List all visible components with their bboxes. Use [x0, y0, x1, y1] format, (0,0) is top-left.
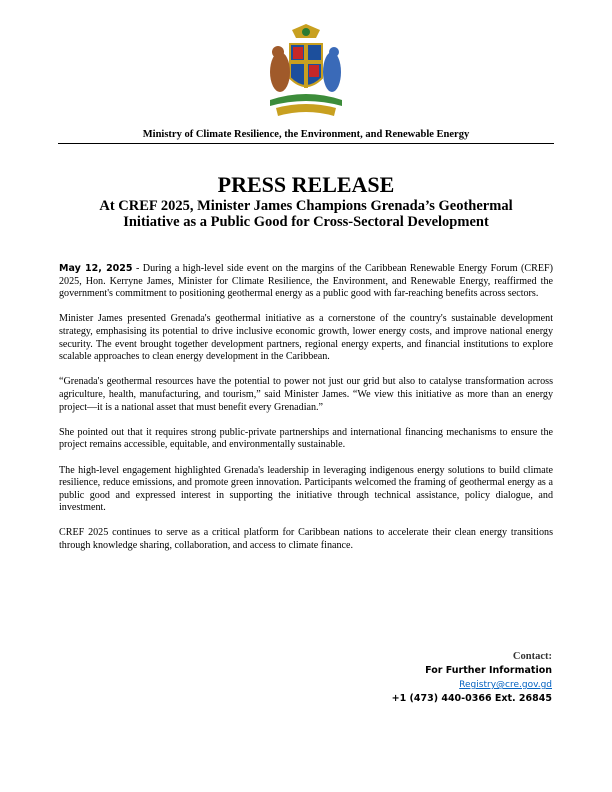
paragraph-1-text: - During a high-level side event on the margins of the Caribbean Renewable Energy Forum (CREF) 2025, Hon. Kerryne James, Minister for Climate Resilience, the Environment, and Renewable Energy, reaffirmed the government's commitment to positioning geothermal energy as a public good with far-reaching benefits across sectors.: [59, 263, 553, 300]
contact-block: [392, 650, 552, 706]
paragraph-4: She pointed out that it requires strong public-private partnerships and international financing mechanisms to ensure the project remains accessible, equitable, and environmentally sustainable.: [59, 426, 553, 451]
ministry-name: Ministry of Climate Resilience, the Environment, and Renewable Energy: [142, 129, 470, 140]
paragraph-5: The high-level engagement highlighted Grenada's leadership in leveraging indigenous energy solutions to build climate resilience, reduce emissions, and promote green innovation. Participants welcomed the framing of geothermal energy as a public good and expressed interest in supporting the initiative through technical assistance, policy dialogue, and investment.: [59, 464, 553, 514]
coat-of-arms-logo: [262, 22, 350, 122]
paragraph-2: Minister James presented Grenada's geothermal initiative as a cornerstone of the country's sustainable development strategy, emphasising its potential to drive inclusive economic growth, lower energy costs, and improve national energy security. The event brought together development partners, regional energy experts, and financial institutions to explore scalable approaches to clean energy development in the Caribbean.: [59, 313, 553, 363]
header-divider: [58, 143, 554, 144]
paragraph-1: [59, 263, 553, 301]
contact-phone: +1 (473) 440-0366 Ext. 26845: [391, 693, 552, 704]
contact-label: Contact:: [512, 651, 552, 662]
page-title: PRESS RELEASE: [217, 172, 395, 197]
release-date: May 12, 2025: [59, 263, 133, 274]
press-release-body: [59, 263, 553, 565]
paragraph-6: CREF 2025 continues to serve as a critical platform for Caribbean nations to accelerate their clean energy transitions through knowledge sharing, collaboration, and access to climate finance.: [59, 527, 553, 552]
contact-info-line: For Further Information: [425, 665, 552, 676]
page-subtitle: At CREF 2025, Minister James Champions Grenada’s Geothermal Initiative as a Public Good for Cross-Sectoral Development: [99, 198, 513, 230]
contact-email-link[interactable]: Registry@cre.gov.gd: [459, 680, 552, 690]
paragraph-3: “Grenada's geothermal resources have the potential to power not just our grid but also to catalyse transformation across agriculture, health, manufacturing, and tourism,” said Minister James. “We view this initiative as more than an energy project—it is a national asset that must benefit every Grenadian.”: [59, 376, 553, 413]
